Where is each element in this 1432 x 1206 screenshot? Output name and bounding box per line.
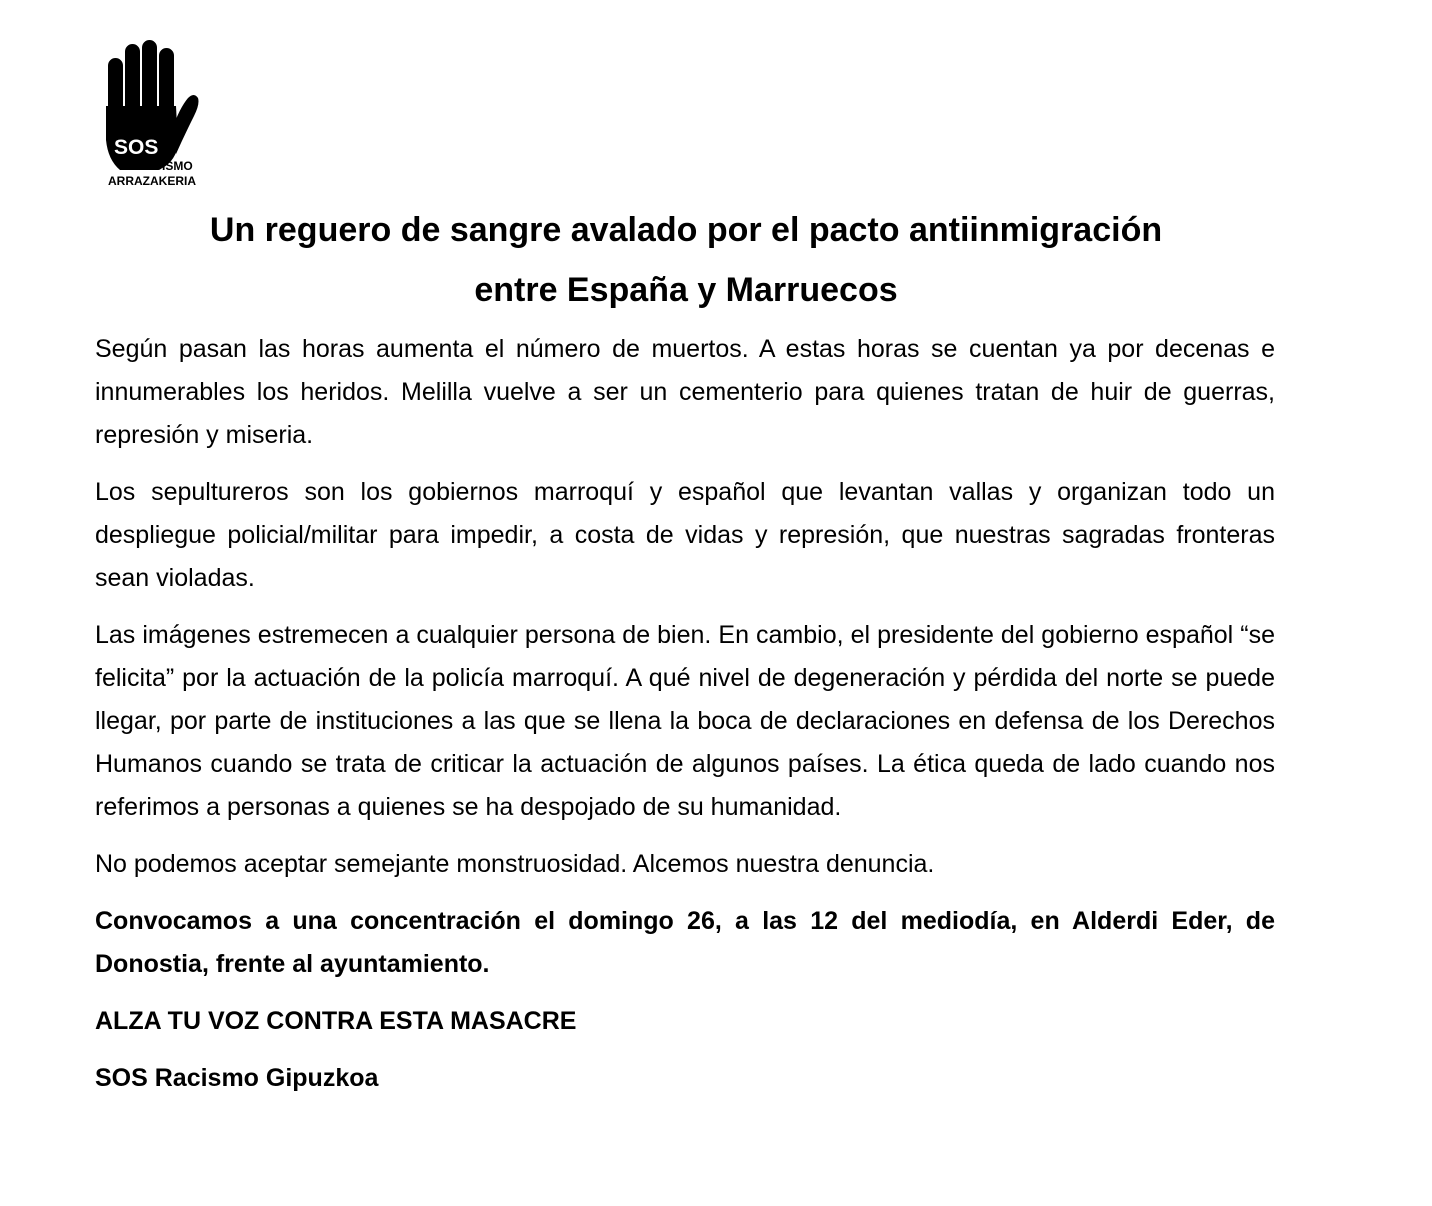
raised-hand-icon <box>96 36 206 192</box>
logo-racismo-text: RACISMO <box>136 159 193 173</box>
title-line-1: Un reguero de sangre avalado por el pacto antiinmigración <box>209 211 1163 249</box>
paragraph-2: Los sepultureros son los gobiernos marroquí y español que levantan vallas y organizan todo un despliegue policial/militar para impedir, a costa de vidas y represión, que nuestras sagradas fronteras sean violadas. <box>95 478 1275 592</box>
document-body <box>95 328 1275 1114</box>
paragraph-1: Según pasan las horas aumenta el número de muertos. A estas horas se cuentan ya por decenas e innumerables los heridos. Melilla vuelve a ser un cementerio para quienes tratan de huir de guerras, represión y miseria. <box>95 335 1275 449</box>
paragraph-4: No podemos aceptar semejante monstruosidad. Alcemos nuestra denuncia. <box>95 850 935 878</box>
paragraph-3: Las imágenes estremecen a cualquier persona de bien. En cambio, el presidente del gobierno español “se felicita” por la actuación de la policía marroquí. A qué nivel de degeneración y pérdida del norte se puede llegar, por parte de instituciones a las que se llena la boca de declaraciones en defensa de los Derechos Humanos cuando se trata de criticar la actuación de algunos países. La ética queda de lado cuando nos referimos a personas a quienes se ha despojado de su humanidad. <box>95 621 1275 821</box>
signature: SOS Racismo Gipuzkoa <box>95 1064 379 1092</box>
sos-racismo-logo <box>96 36 206 192</box>
call-to-action: Convocamos a una concentración el domingo 26, a las 12 del mediodía, en Alderdi Eder, de Donostia, frente al ayuntamiento. <box>95 907 1275 978</box>
logo-arrazakeria-text: ARRAZAKERIA <box>108 174 196 188</box>
document-title <box>60 200 1312 320</box>
logo-sos-text: SOS <box>114 136 159 159</box>
slogan: ALZA TU VOZ CONTRA ESTA MASACRE <box>95 1007 577 1035</box>
title-line-2: entre España y Marruecos <box>474 271 898 309</box>
